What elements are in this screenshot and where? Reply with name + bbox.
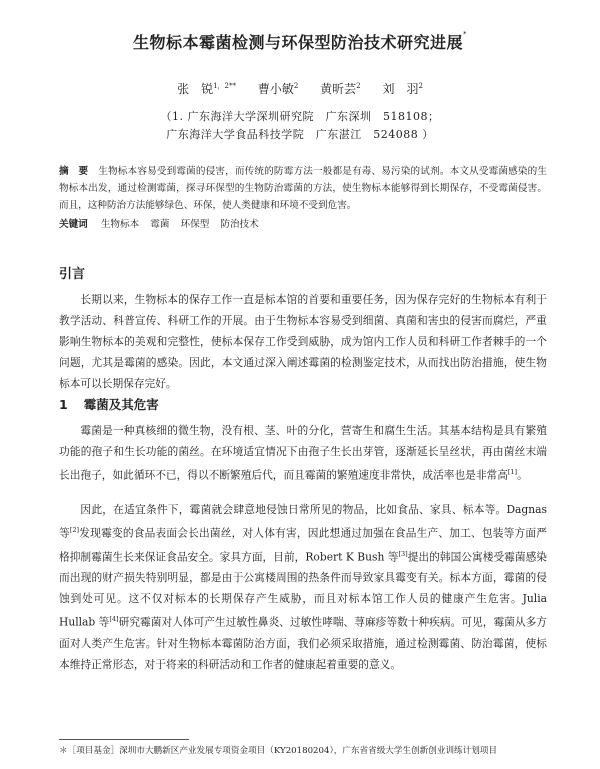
title-footnote-mark: *	[463, 30, 467, 38]
title-text: 生物标本霉菌检测与环保型防治技术研究进展	[132, 33, 463, 52]
keyword: 防治技术	[220, 219, 259, 230]
footnote: ＊［项目基金］深圳市大鹏新区产业发展专项资金项目（KY20180204），广东省省级大学生创新创业训练计划项目	[59, 746, 498, 756]
affiliation-2: 广东海洋大学食品科技学院 广东湛江 524088 ）	[166, 128, 434, 141]
author: 刘 羽$^2$	[382, 82, 423, 96]
author-list	[0, 80, 600, 97]
abstract-text: 生物标本容易受到霉菌的侵害，而传统的防霉方法一般都是有毒、易污染的试剂。本文从受霉菌感染的生物标本出发，通过检测霉菌，探寻环保型的生物防治霉菌的方法，使生物标本能够得到长期保存，不受霉菌侵害。而且，这种防治方法能够绿色、环保，使人类健康和环境不受到危害。	[59, 166, 548, 211]
keywords-label: 关键词	[59, 219, 88, 230]
abstract	[59, 163, 547, 214]
citation: [3]	[398, 549, 408, 558]
section-title: 霉菌及其危害	[83, 397, 159, 412]
section-1-heading	[59, 395, 159, 413]
affiliation-1: （1. 广东海洋大学深圳研究院 广东深圳 518108；	[160, 110, 440, 123]
keywords	[59, 216, 547, 230]
citation: [1]	[507, 468, 518, 476]
citation: [2]	[69, 526, 80, 534]
abstract-label: 摘 要	[59, 166, 89, 177]
paper-title	[0, 30, 600, 53]
keyword: 霉菌	[150, 219, 170, 230]
intro-paragraph: 长期以来，生物标本的保存工作一直是标本馆的首要和重要任务，因为保存完好的生物标本有利于教学活动、科普宣传、科研工作的开展。由于生物标本容易受到细菌、真菌和害虫的侵害而腐烂，严重影响生物标本的美观和完整性，使标本保存工作受到威胁，成为馆内工作人员和科研工作者棘手的一个问题，尤其是霉菌的感染。因此，本文通过深入阐述霉菌的检测鉴定技术，从而找出防治措施，使生物标本可以长期保存完好。	[59, 293, 547, 390]
author: 曹小敏$^2$	[257, 82, 299, 96]
keyword: 生物标本	[100, 219, 140, 230]
author: 黄昕芸$^2$	[320, 82, 361, 96]
section-1-paragraph-1: 霉菌是一种真核细的微生物，没有根、茎、叶的分化，营寄生和腐生生活。其基本结构是具有繁殖功能的孢子和生长功能的菌丝。在环境适宜情况下由孢子生长出芽管，逐渐延长呈丝状，再由菌丝末端长出孢子，如此循环不已，得以不断繁殖后代，而且霉菌的繁殖速度非常快，成活率也是非常高[1]。	[59, 424, 547, 482]
section-number: 1	[59, 397, 68, 412]
intro-heading: 引言	[59, 267, 86, 282]
author: 张 锐$^{1,2**}$	[177, 82, 236, 96]
citation: [4]	[109, 615, 119, 624]
section-1-paragraph-2: 因此，在适宜条件下，霉菌就会肆意地侵蚀日常所见的物品，比如食品、家具、标本等。Dagnas 等[2]发现霉变的食品表面会长出菌丝，对人体有害，因此想通过加强在食品生产、加工、包装等方面严格抑制霉菌生长来保证食品安全。家具方面，目前，Robert K Bush 等[3]提出的韩国公寓楼受霉菌感染而出现的财产损失特别明显，都是由于公寓楼周围的热条件而导致家具霉变有关。标本方面，霉菌的侵蚀到处可见。这不仅对标本的长期保存产生威胁，而且对标本馆工作人员的健康产生危害。Julia Hullab 等[4]研究霉菌对人体可产生过敏性鼻炎、过敏性哮喘、荨麻疹等数十种疾病。可见，霉菌从多方面对人类产生危害。针对生物标本霉菌防治方面，我们必须采取措施，通过检测霉菌、防治霉菌，使标本维持正常形态，对于将来的科研活动和工作者的健康起着重要的意义。	[59, 503, 547, 671]
keyword: 环保型	[180, 219, 210, 230]
footnote-divider	[59, 739, 189, 740]
